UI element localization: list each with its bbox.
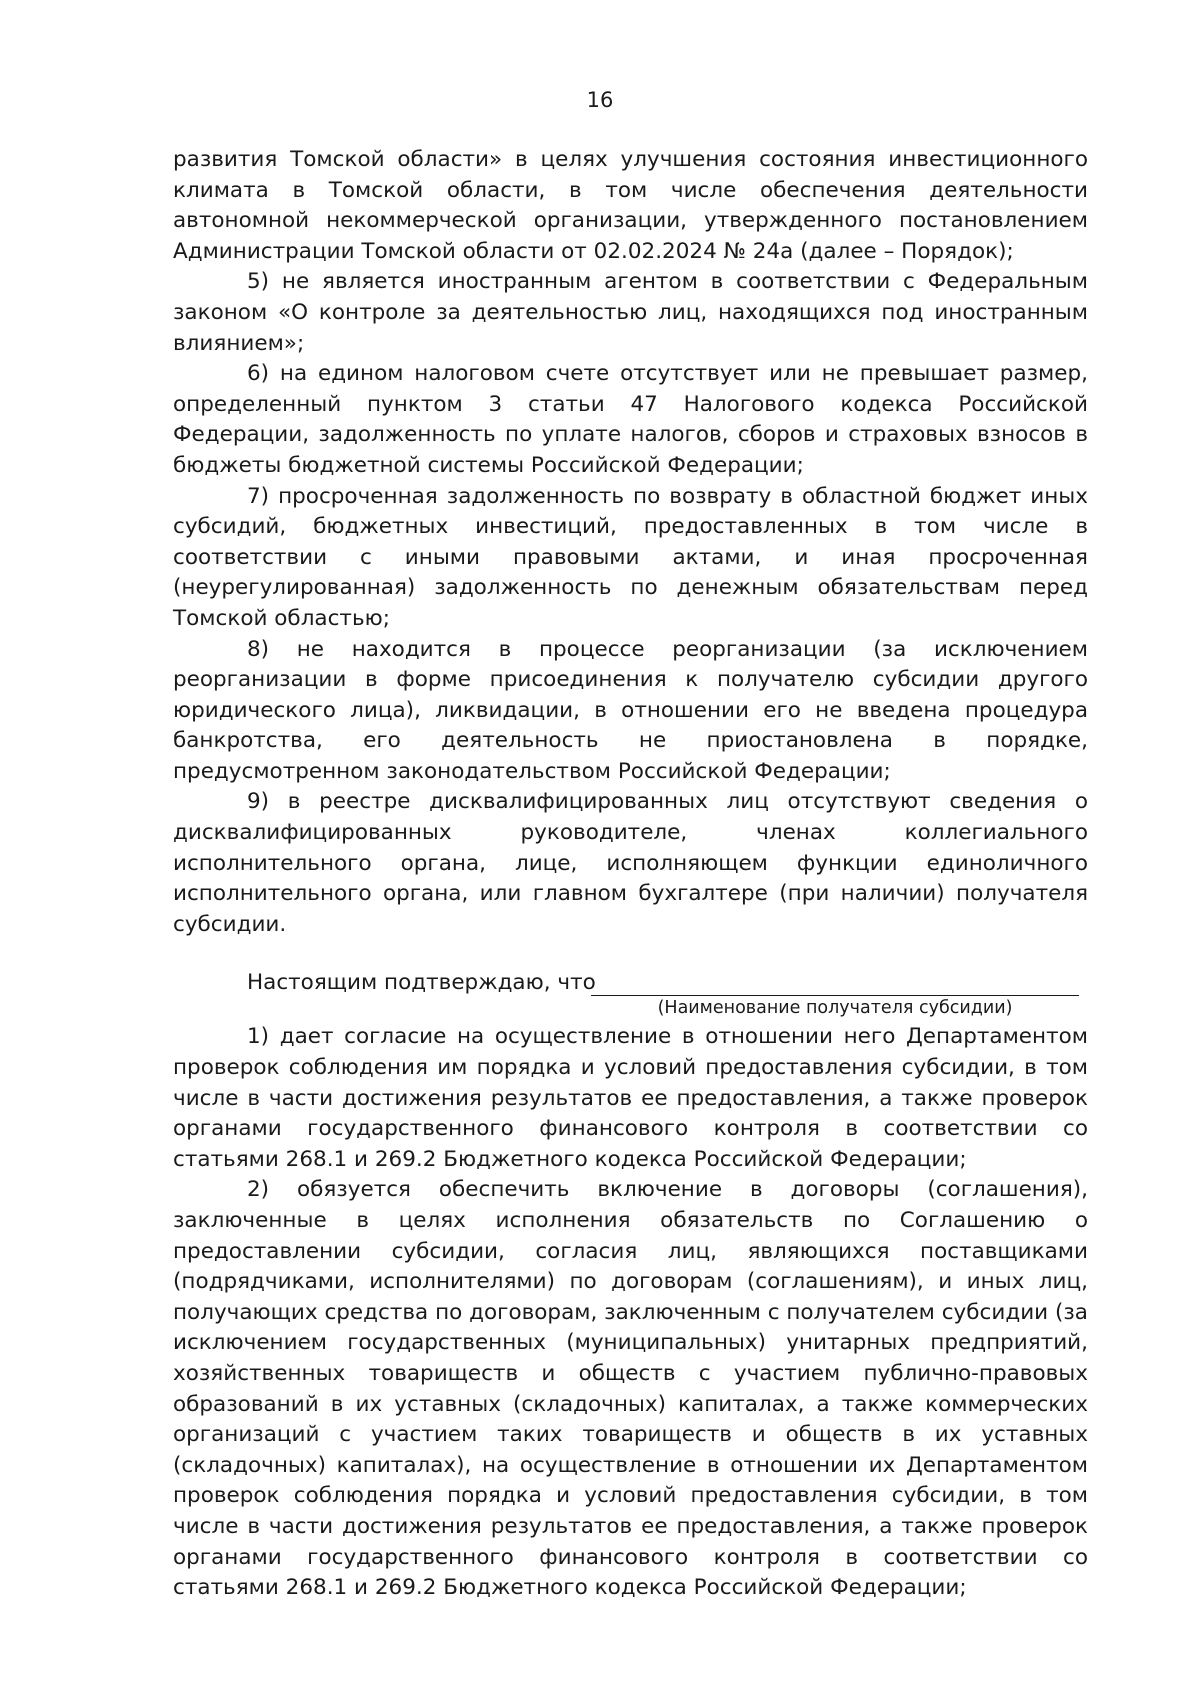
paragraph-item-7: 7) просроченная задолженность по возврату в областной бюджет иных субсидий, бюджетных инвестиций, предоставленных в том числе в соответствии с иными правовыми актами, и иная просроченная (неурегулированная) задолженность по денежным обязательствам перед Томской областью; xyxy=(173,483,1088,631)
blank-caption-text: (Наименование получателя субсидии) xyxy=(657,998,1013,1019)
paragraph-item-8: 8) не находится в процессе реорганизации (за исключением реорганизации в форме присоединения к получателю субсидии другого юридического лица), ликвидации, в отношении его не введена процедура банкротства, его деятельность не приостановлена в порядке, предусмотренном законодательством Российской Федерации; xyxy=(173,636,1088,784)
confirmation-block xyxy=(173,968,1088,1022)
blank-caption xyxy=(173,999,1088,1022)
paragraph-item-5: 5) не является иностранным агентом в соответствии с Федеральным законом «О контроле за деятельностью лиц, находящихся под иностранным влиянием»; xyxy=(173,269,1088,356)
paragraph-item-6: 6) на едином налоговом счете отсутствует или не превышает размер, определенный пунктом 3 статьи 47 Налогового кодекса Российской Федерации, задолженность по уплате налогов, сборов и страховых взносов в бюджеты бюджетной системы Российской Федерации; xyxy=(173,361,1088,478)
paragraph-item-9: 9) в реестре дисквалифицированных лиц отсутствуют сведения о дисквалифицированных руководителе, членах коллегиального исполнительного органа, лице, исполняющем функции единоличного исполнительного органа, или главном бухгалтере (при наличии) получателя субсидии. xyxy=(173,789,1088,937)
paragraph-consent-1: 1) дает согласие на осуществление в отношении него Департаментом проверок соблюдения им порядка и условий предоставления субсидии, в том числе в части достижения результатов ее предоставления, а также проверок органами государственного финансового контроля в соответствии со статьями 268.1 и 269.2 Бюджетного кодекса Российской Федерации; xyxy=(173,1024,1088,1172)
paragraph-continuation: развития Томской области» в целях улучшения состояния инвестиционного климата в Томской области, в том числе обеспечения деятельности автономной некоммерческой организации, утвержденного постановлением Администрации Томской области от 02.02.2024 № 24а (далее – Порядок); xyxy=(173,147,1088,264)
recipient-name-blank[interactable] xyxy=(591,995,1079,996)
paragraph-consent-2: 2) обязуется обеспечить включение в договоры (соглашения), заключенные в целях исполнения обязательств по Соглашению о предоставлении субсидии, согласия лиц, являющихся поставщиками (подрядчиками, исполнителями) по договорам (соглашениям), и иных лиц, получающих средства по договорам, заключенным с получателем субсидии (за исключением государственных (муниципальных) унитарных предприятий, хозяйственных товариществ и обществ с участием публично-правовых образований в их уставных (складочных) капиталах, а также коммерческих организаций с участием таких товариществ и обществ в их уставных (складочных) капиталах), на осуществление в отношении их Департаментом проверок соблюдения порядка и условий предоставления субсидии, в том числе в части достижения результатов ее предоставления, а также проверок органами государственного финансового контроля в соответствии со статьями 268.1 и 269.2 Бюджетного кодекса Российской Федерации; xyxy=(173,1177,1088,1601)
confirmation-line xyxy=(173,968,1088,999)
confirmation-lead-text: Настоящим подтверждаю, что xyxy=(247,970,596,996)
document-body xyxy=(173,145,1088,1604)
page-number: 16 xyxy=(586,88,614,112)
